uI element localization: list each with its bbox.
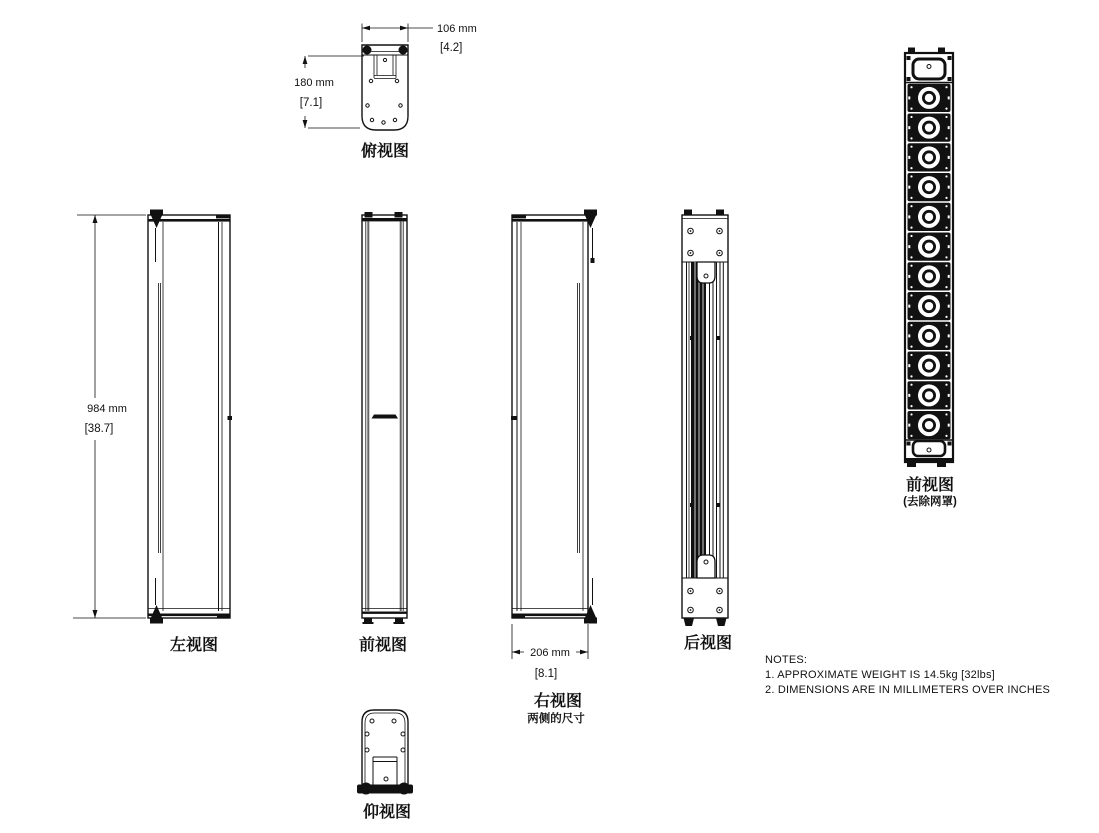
- dimension-height: [73, 215, 146, 618]
- speaker-driver: [908, 203, 951, 231]
- heatsink-fins: [687, 262, 724, 578]
- bottom-recess: [373, 757, 397, 786]
- mounting-knob-bottom: [150, 578, 163, 624]
- foot-icon: [360, 783, 372, 795]
- speaker-driver: [908, 84, 951, 112]
- speaker-driver: [908, 262, 951, 290]
- top-view-outline: [362, 45, 408, 130]
- brand-badge: [372, 415, 399, 419]
- dim-side-inches: [8.1]: [534, 668, 558, 680]
- right-view-drawing: [511, 210, 597, 726]
- dim-height-inches: [38.7]: [84, 423, 114, 435]
- rear-view-drawing: [682, 210, 732, 653]
- speaker-driver: [908, 233, 951, 261]
- top-plate-holes: [688, 228, 723, 256]
- bottom-recess: [697, 555, 715, 578]
- dimension-depth: [294, 56, 364, 128]
- dim-height-mm: 984 mm: [87, 403, 127, 415]
- speaker-driver: [908, 352, 951, 380]
- screw-holes: [366, 79, 402, 124]
- right-view-sublabel: 两侧的尺寸: [527, 713, 585, 725]
- front-view-drawing: [359, 212, 407, 654]
- speaker-driver: [908, 143, 951, 171]
- screw-holes: [365, 719, 405, 781]
- speaker-driver: [908, 322, 951, 350]
- right-view-outline: [512, 215, 588, 618]
- bottom-plate-holes: [688, 588, 723, 613]
- front-view-no-grille-drawing: [903, 48, 957, 509]
- mounting-knob-top: [584, 210, 597, 264]
- front-no-grille-sublabel: (去除网罩): [903, 496, 957, 508]
- corner-bolt-icon: [363, 46, 372, 55]
- dim-depth-mm: 180 mm: [294, 77, 334, 89]
- speaker-driver: [908, 292, 951, 320]
- dim-depth-inches: [7.1]: [299, 97, 323, 109]
- front-no-grille-label: 前视图: [905, 477, 955, 494]
- feet: [363, 618, 405, 624]
- top-view-drawing: [294, 23, 477, 160]
- notes-title: NOTES:: [765, 654, 808, 666]
- driver-array: [908, 84, 951, 439]
- speaker-driver: [908, 381, 951, 409]
- feet: [684, 618, 727, 626]
- dimension-width: [362, 23, 477, 54]
- speaker-driver: [908, 173, 951, 201]
- notes-block: [765, 654, 1050, 696]
- notes-item-1: 1. APPROXIMATE WEIGHT IS 14.5kg [32lbs]: [765, 669, 995, 681]
- bottom-view-drawing: [357, 710, 413, 821]
- dim-width-inches: [4.2]: [440, 42, 463, 54]
- front-view-label: 前视图: [358, 637, 408, 654]
- left-view-label: 左视图: [169, 637, 219, 654]
- top-recess: [697, 262, 715, 283]
- dim-side-mm: 206 mm: [530, 647, 570, 659]
- speaker-driver: [908, 114, 951, 142]
- dimension-side: [512, 624, 588, 680]
- rear-view-label: 后视图: [683, 635, 733, 652]
- right-view-label: 右视图: [533, 693, 583, 710]
- notes-item-2: 2. DIMENSIONS ARE IN MILLIMETERS OVER INCHES: [765, 684, 1051, 696]
- mounting-knob-bottom: [584, 578, 597, 624]
- top-view-label: 俯视图: [360, 143, 410, 160]
- dim-width-mm: 106 mm: [437, 23, 477, 35]
- foot-icon: [398, 783, 410, 795]
- top-handle-panel: [905, 56, 953, 83]
- bottom-view-label: 仰视图: [362, 804, 412, 821]
- corner-bolt-icon: [399, 46, 408, 55]
- bottom-handle-panel: [905, 440, 953, 456]
- speaker-driver: [908, 411, 951, 439]
- left-view-drawing: [73, 210, 232, 655]
- mounting-knob-top: [150, 210, 163, 263]
- mounting-slot: [159, 283, 161, 553]
- mounting-slot: [578, 283, 580, 553]
